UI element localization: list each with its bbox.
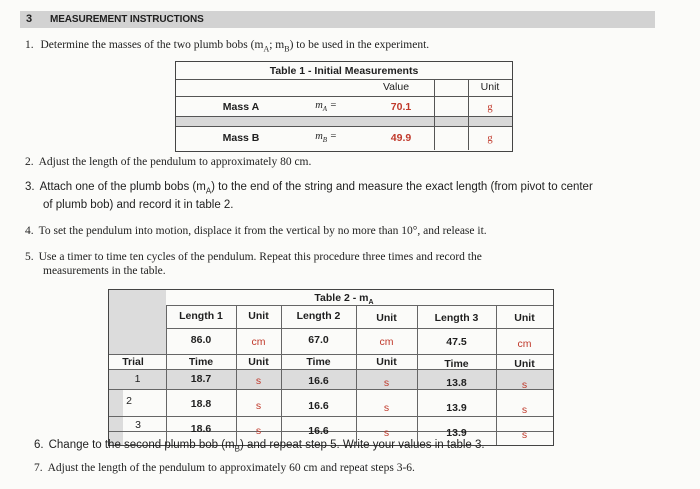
step-text: Determine the masses of the two plumb bobs (m: [40, 39, 264, 51]
time-unit: s: [383, 377, 390, 389]
time-unit: s: [521, 404, 528, 416]
header-length-1: Length 1: [179, 310, 223, 322]
time-value: 18.7: [190, 373, 212, 385]
time-unit: s: [255, 425, 262, 437]
time-unit: s: [383, 427, 390, 439]
col-unit: Unit: [480, 81, 500, 93]
table-2-mass-a: [108, 289, 554, 446]
step-2: 2. Adjust the length of the pendulum to approximately 80 cm.: [25, 156, 312, 168]
step-7: 7. Adjust the length of the pendulum to approximately 60 cm and repeat steps 3-6.: [34, 462, 415, 474]
table-initial-measurements: [175, 61, 513, 152]
header-trial: Trial: [122, 356, 144, 368]
row-label: Mass B: [222, 132, 260, 144]
trial-number: 3: [135, 419, 141, 431]
header-unit: Unit: [248, 310, 269, 322]
time-unit: s: [383, 402, 390, 414]
time-value: 16.6: [308, 400, 329, 412]
header-unit: Unit: [248, 356, 269, 368]
length-2-value: 67.0: [308, 334, 329, 346]
time-value: 16.6: [308, 375, 329, 387]
trial-number: 2: [126, 395, 132, 407]
step-6: 6. Change to the second plumb bob $(m_B)$ and repeat step 5. Write your values in table 3.: [34, 439, 485, 454]
header-unit: Unit: [514, 312, 535, 324]
header-time: Time: [188, 356, 214, 368]
step-number: 1.: [25, 39, 34, 51]
step-5: 5. Use a timer to time ten cycles of the pendulum. Repeat this procedure three times and record the measurements in the table.: [25, 251, 482, 277]
header-time: Time: [306, 356, 331, 368]
length-3-value: 47.5: [446, 336, 467, 348]
section-title: MEASUREMENT INSTRUCTIONS: [50, 14, 204, 25]
length-2-unit: cm: [379, 336, 394, 348]
trial-number: 1: [134, 373, 141, 385]
time-value: 13.9: [446, 427, 467, 439]
header-unit: Unit: [514, 358, 535, 370]
length-1-value: 86.0: [190, 334, 212, 346]
mass-b-value: 49.9: [390, 132, 412, 144]
time-value: 18.6: [190, 423, 212, 435]
header-time: Time: [444, 358, 469, 370]
time-value: 13.8: [446, 377, 467, 389]
step-3: 3. Attach one of the plumb bobs $(m_A)$ to the end of the string and measure the exact length (from pivot to center of plumb bob) and record it in table 2.: [25, 181, 593, 212]
length-1-unit: cm: [251, 336, 266, 348]
time-unit: s: [521, 429, 528, 441]
time-unit: s: [255, 400, 262, 412]
time-unit: s: [255, 375, 262, 387]
mass-a-value: 70.1: [390, 101, 412, 113]
header-unit: Unit: [376, 312, 397, 324]
time-value: 13.9: [446, 402, 467, 414]
header-length-3: Length 3: [434, 312, 479, 324]
time-value: 16.6: [308, 425, 329, 437]
row-symbol: $m_A$ =: [315, 100, 337, 114]
mass-b-unit: g: [487, 133, 493, 144]
section-number: 3: [26, 13, 33, 25]
table-2-title: Table $2 - m_A$: [314, 292, 374, 307]
step-4: 4. To set the pendulum into motion, displace it from the vertical by no more than 10°, and release it.: [25, 225, 487, 237]
header-length-2: Length 2: [296, 310, 341, 322]
step-1: 1. Determine the masses of the two plumb bobs ($m_A$; $m_B$) to be used in the experiment.: [25, 39, 430, 54]
header-unit: Unit: [376, 356, 397, 368]
length-3-unit: cm: [517, 338, 532, 350]
col-value: Value: [382, 81, 410, 93]
row-label: Mass A: [222, 101, 260, 113]
mass-a-unit: g: [487, 102, 493, 113]
time-unit: s: [521, 379, 528, 391]
time-value: 18.8: [190, 398, 212, 410]
table-title: Table 1 - Initial Measurements: [269, 65, 419, 77]
row-symbol: $m_B$ =: [315, 131, 337, 145]
